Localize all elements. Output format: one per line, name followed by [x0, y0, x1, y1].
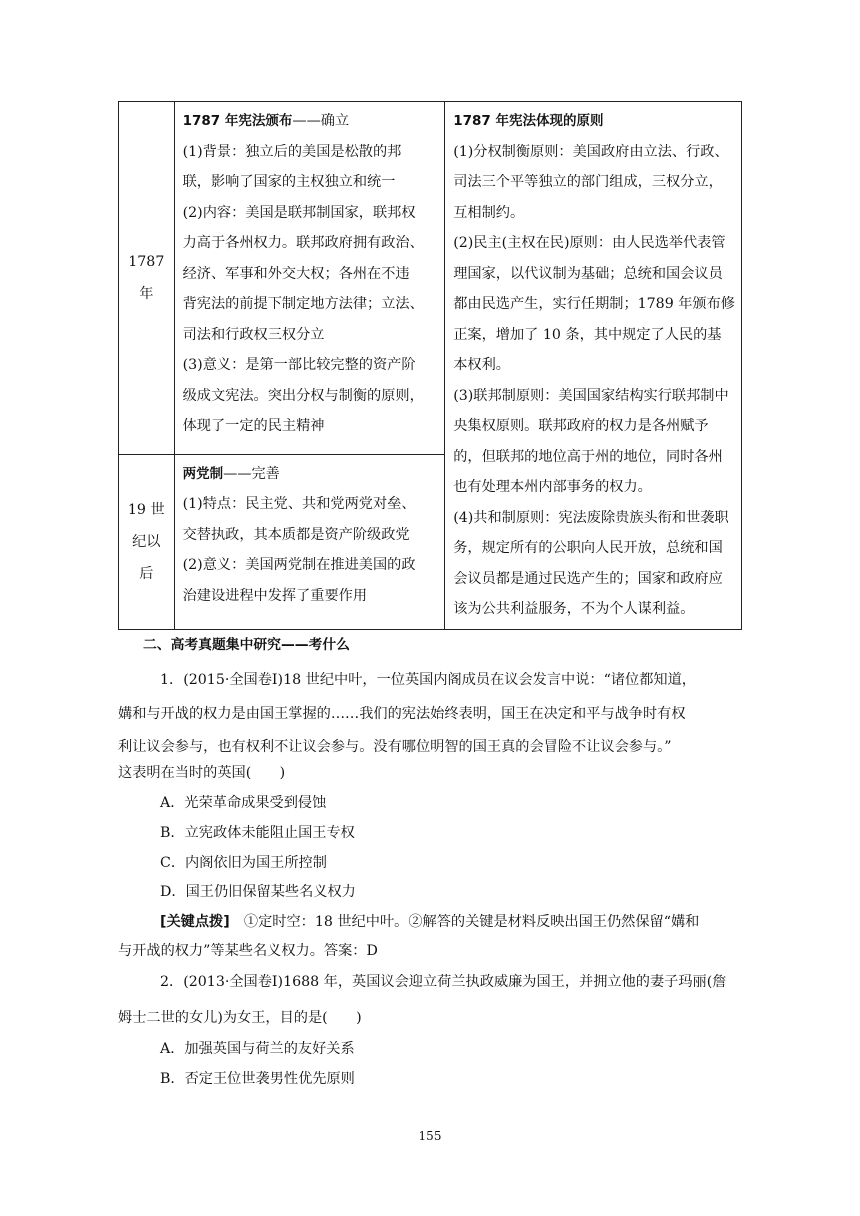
cell-heading-bold: 两党制 — [182, 465, 224, 482]
cell-line: 司法和行政权三权分立 — [182, 326, 325, 343]
constitution-cell — [174, 102, 445, 455]
cell-heading: 1787 年宪法体现的原则 — [453, 113, 604, 129]
option-b: B．否定王位世袭男性优先原则 — [160, 1071, 355, 1087]
question-1-line: 利让议会参与，也有权利不让议会参与。没有哪位明智的国王真的会冒险不让议会参与。” — [118, 739, 672, 755]
question-2-line: 2．(2013·全国卷Ⅰ)1688 年，英国议会迎立荷兰执政威廉为国王，并拥立他的妻子玛丽(詹 — [160, 974, 727, 990]
cell-line: 会议员都是通过民选产生的；国家和政府应 — [453, 570, 723, 587]
question-2-line: 姆士二世的女儿)为女王，目的是( ) — [118, 1010, 362, 1026]
cell-line: (3)意义：是第一部比较完整的资产阶 — [182, 357, 416, 373]
question-1-line: 1．(2015·全国卷Ⅰ)18 世纪中叶，一位英国内阁成员在议会发言中说：“诸位都知道， — [160, 672, 696, 688]
cell-line: 的，但联邦的地位高于州的地位，同时各州 — [453, 448, 723, 465]
year-cell-1787 — [119, 102, 175, 455]
cell-line: (1)特点：民主党、共和党两党对垒、 — [182, 496, 416, 513]
year-label: 年 — [139, 285, 154, 302]
option-b: B．立宪政体未能阻止国王专权 — [160, 825, 355, 841]
section-title: 二、高考真题集中研究——考什么 — [143, 637, 350, 653]
key-point — [160, 911, 699, 931]
cell-line: 理国家，以代议制为基础；总统和国会议员 — [453, 265, 723, 282]
cell-line: 司法三个平等独立的部门组成，三权分立， — [453, 174, 723, 190]
option-c: C．内阁依旧为国王所控制 — [160, 855, 327, 871]
key-point-text: ①定时空：18 世纪中叶。②解答的关键是材料反映出国王仍然保留“媾和 — [229, 914, 700, 930]
cell-line: 都由民选产生，实行任期制；1789 年颁布修 — [453, 296, 735, 312]
cell-line: (2)意义：美国两党制在推进美国的政 — [182, 557, 416, 574]
cell-heading-rest: ——完善 — [223, 465, 280, 482]
cell-line: 联，影响了国家的主权独立和统一 — [182, 174, 396, 190]
cell-line: (1)背景：独立后的美国是松散的邦 — [182, 143, 402, 160]
cell-line: 也有处理本州内部事务的权力。 — [453, 479, 652, 495]
cell-line: 务，规定所有的公职向人民开放，总统和国 — [453, 540, 723, 556]
cell-line: 互相制约。 — [453, 204, 525, 221]
option-a: A．加强英国与荷兰的友好关系 — [160, 1041, 355, 1057]
cell-line: (2)民主(主权在民)原则：由人民选举代表管 — [453, 235, 726, 251]
year-label: 后 — [139, 565, 154, 582]
question-1-line: 这表明在当时的英国( ) — [118, 765, 286, 781]
cell-line: (1)分权制衡原则：美国政府由立法、行政、 — [453, 143, 729, 160]
year-cell-19th-century — [119, 454, 175, 629]
cell-line: (4)共和制原则：宪法废除贵族头衔和世袭职 — [453, 509, 729, 526]
cell-line: 力高于各州权力。联邦政府拥有政治、 — [182, 235, 424, 251]
cell-line: 级成文宪法。突出分权与制衡的原则， — [182, 387, 424, 404]
key-point-label: [关键点拨] — [160, 914, 230, 930]
cell-line: 正案，增加了 10 条，其中规定了人民的基 — [453, 326, 722, 343]
principles-cell — [445, 102, 742, 630]
cell-line: (3)联邦制原则：美国国家结构实行联邦制中 — [453, 387, 729, 404]
option-a: A．光荣革命成果受到侵蚀 — [160, 795, 327, 811]
cell-line: 经济、军事和外交大权；各州在不违 — [182, 265, 410, 282]
cell-heading-bold: 1787 年宪法颁布 — [182, 113, 293, 129]
question-1-line: 媾和与开战的权力是由国王掌握的……我们的宪法始终表明，国王在决定和平与战争时有权 — [118, 706, 686, 722]
cell-line: 本权利。 — [453, 357, 510, 373]
year-label: 19 世 — [127, 501, 165, 518]
option-d: D．国王仍旧保留某些名义权力 — [160, 884, 356, 900]
cell-line: 该为公共利益服务，不为个人谋利益。 — [453, 601, 695, 617]
year-label: 1787 — [128, 253, 165, 270]
two-party-cell — [174, 454, 445, 629]
page-number: 155 — [418, 1129, 442, 1143]
year-label: 纪以 — [132, 533, 161, 550]
cell-heading — [183, 106, 439, 137]
cell-line: 治建设进程中发挥了重要作用 — [182, 587, 368, 604]
cell-heading-rest: ——确立 — [292, 113, 350, 129]
cell-line: 央集权原则。联邦政府的权力是各州赋予 — [453, 418, 709, 434]
summary-table — [118, 101, 742, 630]
cell-line: 交替执政，其本质都是资产阶级政党 — [182, 526, 410, 543]
table-row — [119, 102, 742, 455]
key-point-text: 与开战的权力”等某些名义权力。答案：D — [118, 943, 378, 959]
cell-line: 背宪法的前提下制定地方法律；立法、 — [182, 296, 424, 312]
cell-line: (2)内容：美国是联邦制国家，联邦权 — [182, 204, 416, 221]
cell-heading — [183, 459, 439, 490]
cell-line: 体现了一定的民主精神 — [182, 418, 325, 434]
